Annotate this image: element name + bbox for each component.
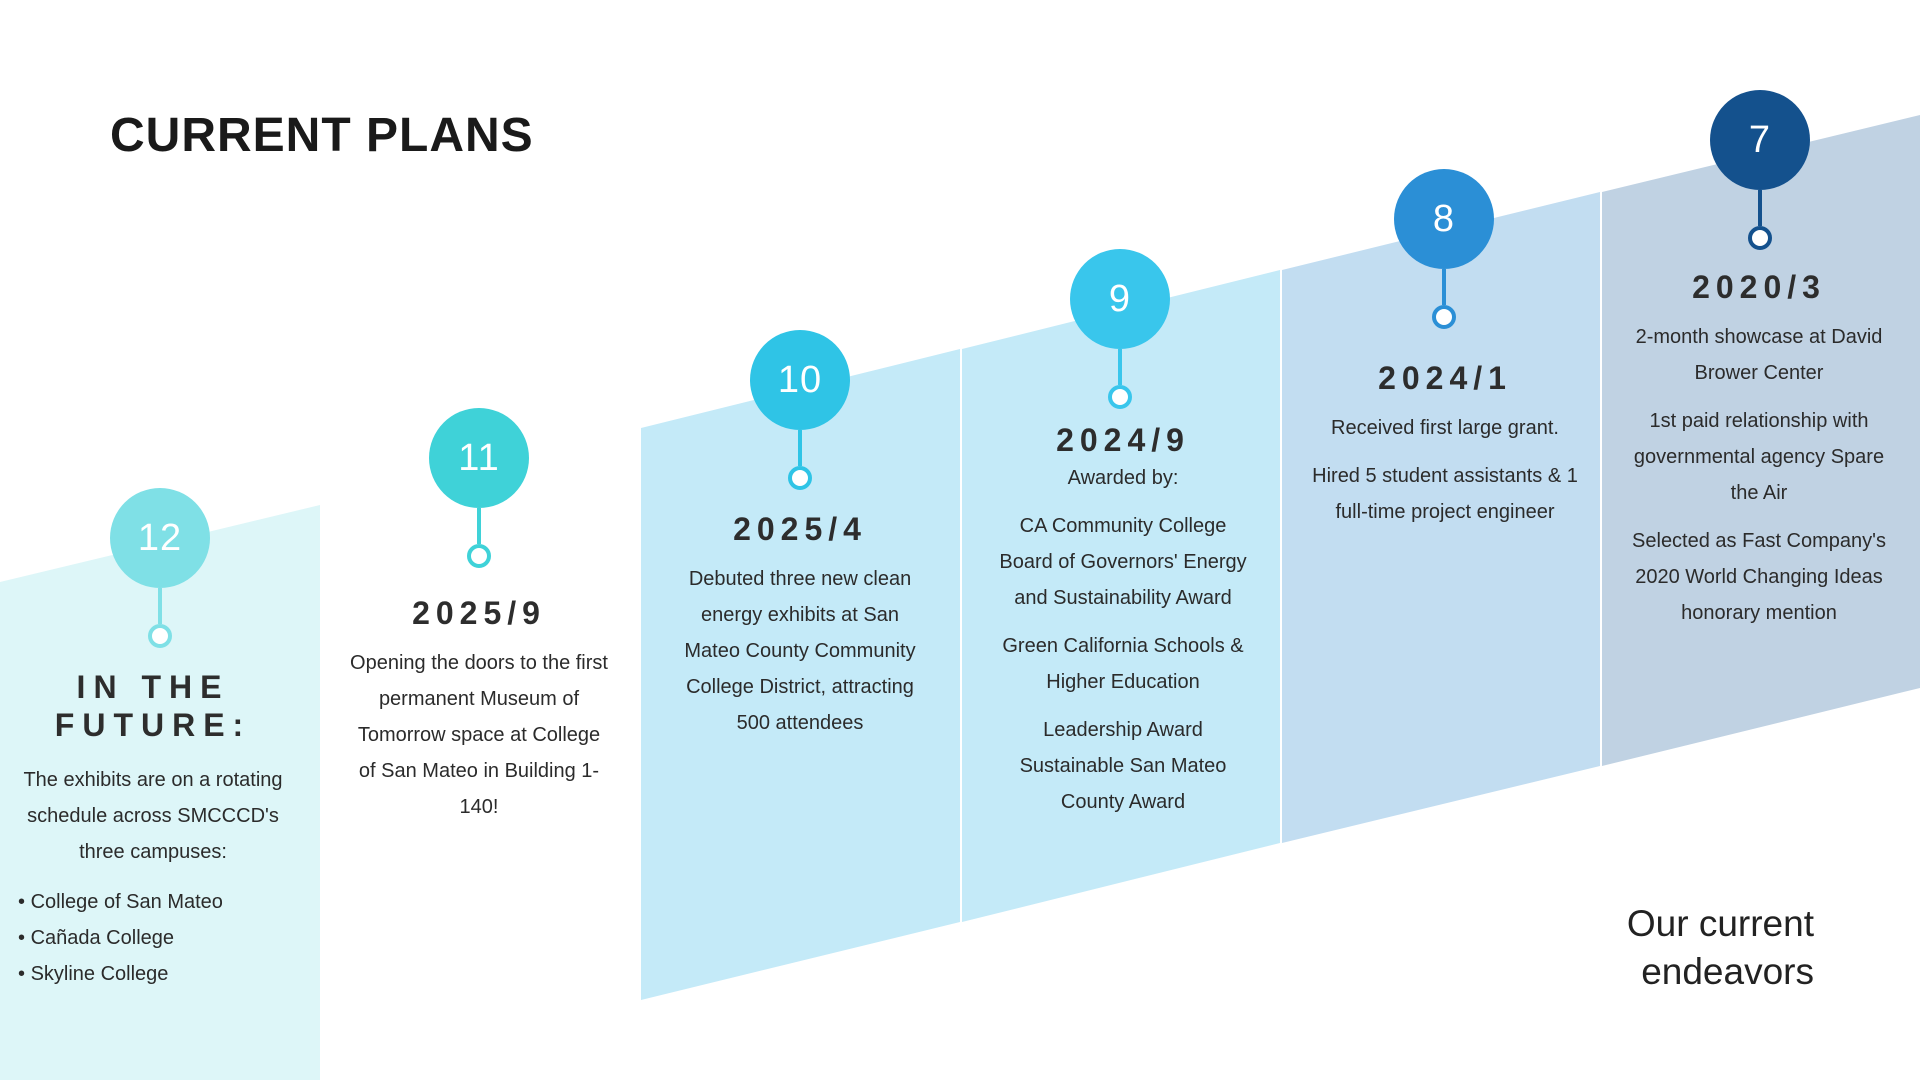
milestone-pin-11 [429, 408, 529, 568]
milestone-item: 1st paid relationship with governmental agency Spare the Air [1633, 410, 1885, 504]
milestone-description: Debuted three new clean energy exhibits at San Mateo County Community College District, attracting 500 attendees [684, 568, 916, 734]
milestone-2024-1 [1310, 358, 1580, 530]
milestone-pin-12 [110, 488, 210, 648]
milestone-date: 2025/4 [733, 511, 867, 547]
milestone-future [18, 668, 288, 992]
milestone-item: 2-month showcase at David Brower Center [1635, 326, 1883, 384]
future-heading: IN THE FUTURE: [54, 669, 252, 743]
campus-list [18, 884, 288, 992]
milestone-number-12: 12 [110, 488, 210, 588]
milestone-date: 2024/9 [1056, 422, 1190, 458]
section-subtitle: Our current endeavors [1626, 903, 1814, 992]
milestone-date: 2025/9 [412, 595, 546, 631]
pin-stem [1758, 190, 1762, 226]
milestone-pin-9 [1070, 249, 1170, 409]
milestone-pin-7 [1710, 90, 1810, 250]
pin-ring [1108, 385, 1132, 409]
pin-ring [467, 544, 491, 568]
milestone-date: 2024/1 [1378, 360, 1512, 396]
award-item: Leadership Award Sustainable San Mateo County Award [1019, 719, 1227, 813]
milestone-2024-9 [991, 420, 1256, 820]
milestone-pin-10 [750, 330, 850, 490]
future-description: The exhibits are on a rotating schedule across SMCCCD's three campuses: [23, 769, 283, 863]
milestone-pin-8 [1394, 169, 1494, 329]
milestone-item: Selected as Fast Company's 2020 World Changing Ideas honorary mention [1632, 530, 1886, 624]
milestone-2025-9 [349, 593, 609, 825]
pin-ring [788, 466, 812, 490]
milestone-number-10: 10 [750, 330, 850, 430]
milestone-number-8: 8 [1394, 169, 1494, 269]
pin-ring [148, 624, 172, 648]
milestone-date: 2020/3 [1692, 269, 1826, 305]
award-item: Green California Schools & Higher Education [1002, 635, 1244, 693]
pin-stem [1118, 349, 1122, 385]
list-item: • Skyline College [18, 956, 288, 992]
award-item: CA Community College Board of Governors' Energy and Sustainability Award [999, 515, 1247, 609]
milestone-number-9: 9 [1070, 249, 1170, 349]
pin-stem [1442, 269, 1446, 305]
list-item: • Cañada College [18, 920, 288, 956]
page-title: CURRENT PLANS [110, 109, 534, 162]
list-item: • College of San Mateo [18, 884, 288, 920]
milestone-number-7: 7 [1710, 90, 1810, 190]
pin-ring [1432, 305, 1456, 329]
pin-stem [798, 430, 802, 466]
milestone-description: Opening the doors to the first permanent Museum of Tomorrow space at College of San Mateo in Building 1-140! [350, 652, 608, 818]
pin-ring [1748, 226, 1772, 250]
milestone-2020-3 [1628, 267, 1890, 631]
awarded-by-label: Awarded by: [1067, 467, 1179, 489]
milestone-number-11: 11 [429, 408, 529, 508]
milestone-item: Hired 5 student assistants & 1 full-time project engineer [1312, 465, 1578, 523]
milestone-item: Received first large grant. [1331, 417, 1559, 439]
milestone-2025-4 [673, 509, 928, 741]
pin-stem [158, 588, 162, 624]
pin-stem [477, 508, 481, 544]
